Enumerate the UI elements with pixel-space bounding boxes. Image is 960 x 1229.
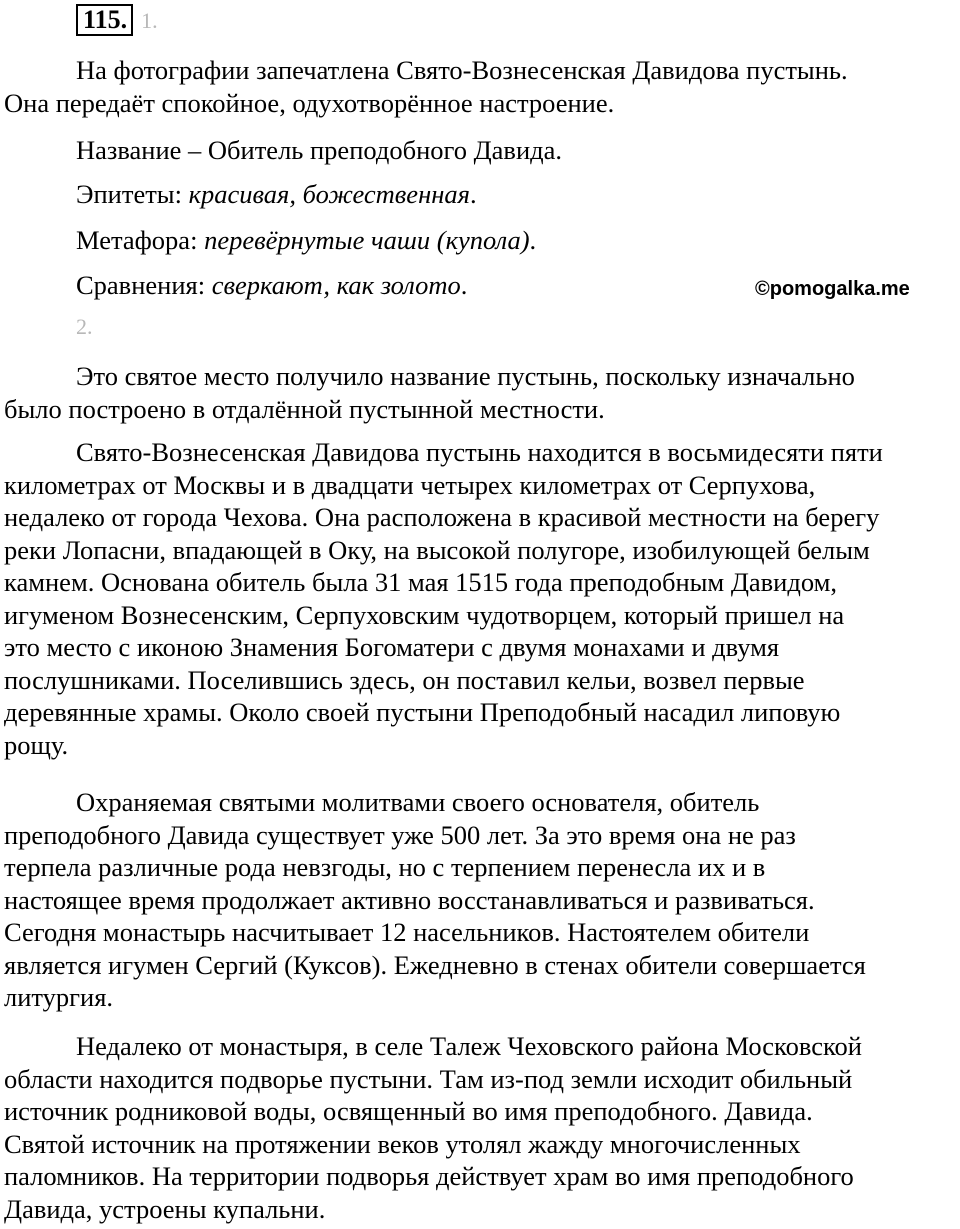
comparisons-label: Сравнения: <box>76 270 206 300</box>
paragraph-2-line: километрах от Москвы и в двадцати четырех километрах от Серпухова, <box>4 469 816 500</box>
title-line: Название – Обитель преподобного Давида. <box>76 135 562 165</box>
epithets-end: . <box>469 179 477 209</box>
comparisons-value: сверкают, как золото <box>211 270 461 300</box>
paragraph-2-line: это место с иконою Знамения Богоматери с двумя монахами и двумя <box>4 632 780 662</box>
paragraph-1-line: было построено в отдалённой пустынной местности. <box>4 393 605 424</box>
paragraph-2-line: реки Лопасни, впадающей в Оку, на высокой полугоре, изобилующей белым <box>4 534 870 565</box>
paragraph-4-line: источник родниковой воды, освященный во имя преподобного. Давида. <box>4 1096 813 1126</box>
paragraph-3-line: Охраняемая святыми молитвами своего основателя, обитель <box>76 787 760 817</box>
paragraph-2-line: Свято-Вознесенская Давидова пустынь находится в восьмидесяти пяти <box>76 437 883 467</box>
intro-line-2: Она передаёт спокойное, одухотворённое настроение. <box>4 88 615 118</box>
part2-marker: 2. <box>76 314 93 339</box>
paragraph-3 <box>4 786 960 1014</box>
paragraph-2-line: деревянные храмы. Около своей пустыни Преподобный насадил липовую <box>4 697 841 727</box>
paragraph-2-line: камнем. Основана обитель была 31 мая 1515 года преподобным Давидом, <box>4 567 837 597</box>
epithets-value: красивая, божественная <box>188 179 470 209</box>
paragraph-4 <box>4 1030 960 1225</box>
paragraph-3-line: литургия. <box>4 982 114 1012</box>
epithets-line <box>76 178 477 210</box>
paragraph-2-line: рощу. <box>4 729 69 760</box>
paragraph-4-line: Святой источник на протяжении веков утолял жажду многочисленных <box>4 1128 801 1159</box>
paragraph-4-line: области находится подворье пустыни. Там из-под земли исходит обильный <box>4 1063 853 1094</box>
comparisons-line <box>76 269 467 301</box>
exercise-number: 115. <box>76 4 133 36</box>
metaphor-value: перевёрнутые чаши (купола) <box>204 225 530 255</box>
paragraph-3-line: Сегодня монастырь насчитывает 12 насельников. Настоятелем обители <box>4 917 810 947</box>
part1-marker: 1. <box>141 8 158 33</box>
watermark: ©pomogalka.me <box>755 278 910 300</box>
exercise-header <box>76 4 158 36</box>
paragraph-1 <box>4 360 960 425</box>
metaphor-end: . <box>529 225 537 255</box>
intro-line-1: На фотографии запечатлена Свято-Вознесенская Давидова пустынь. <box>76 55 848 85</box>
paragraph-3-line: терпела различные рода невзгоды, но с терпением перенесла их и в <box>4 852 766 882</box>
paragraph-2-line: послушниками. Поселившись здесь, он поставил кельи, возвел первые <box>4 664 805 695</box>
paragraph-2-line: недалеко от города Чехова. Она расположена в красивой местности на берегу <box>4 502 880 532</box>
epithets-label: Эпитеты: <box>76 179 182 209</box>
paragraph-3-line: настоящее время продолжает активно восстанавливаться и развиваться. <box>4 884 815 915</box>
paragraph-4-line: Давида, устроены купальни. <box>4 1193 326 1224</box>
paragraph-2 <box>4 436 960 761</box>
comparisons-end: . <box>460 270 468 300</box>
paragraph-2-line: игуменом Вознесенским, Серпуховским чудотворцем, который пришел на <box>4 599 845 630</box>
paragraph-4-line: паломников. На территории подворья действует храм во имя преподобного <box>4 1161 854 1191</box>
paragraph-4-line: Недалеко от монастыря, в селе Талеж Чеховского района Московской <box>76 1031 862 1061</box>
metaphor-line <box>76 224 536 256</box>
paragraph-1-line: Это святое место получило название пустынь, поскольку изначально <box>76 361 855 391</box>
paragraph-3-line: является игумен Сергий (Куксов). Ежедневно в стенах обители совершается <box>4 949 866 980</box>
metaphor-label: Метафора: <box>76 225 198 255</box>
paragraph-3-line: преподобного Давида существует уже 500 лет. За это время она не раз <box>4 819 796 850</box>
